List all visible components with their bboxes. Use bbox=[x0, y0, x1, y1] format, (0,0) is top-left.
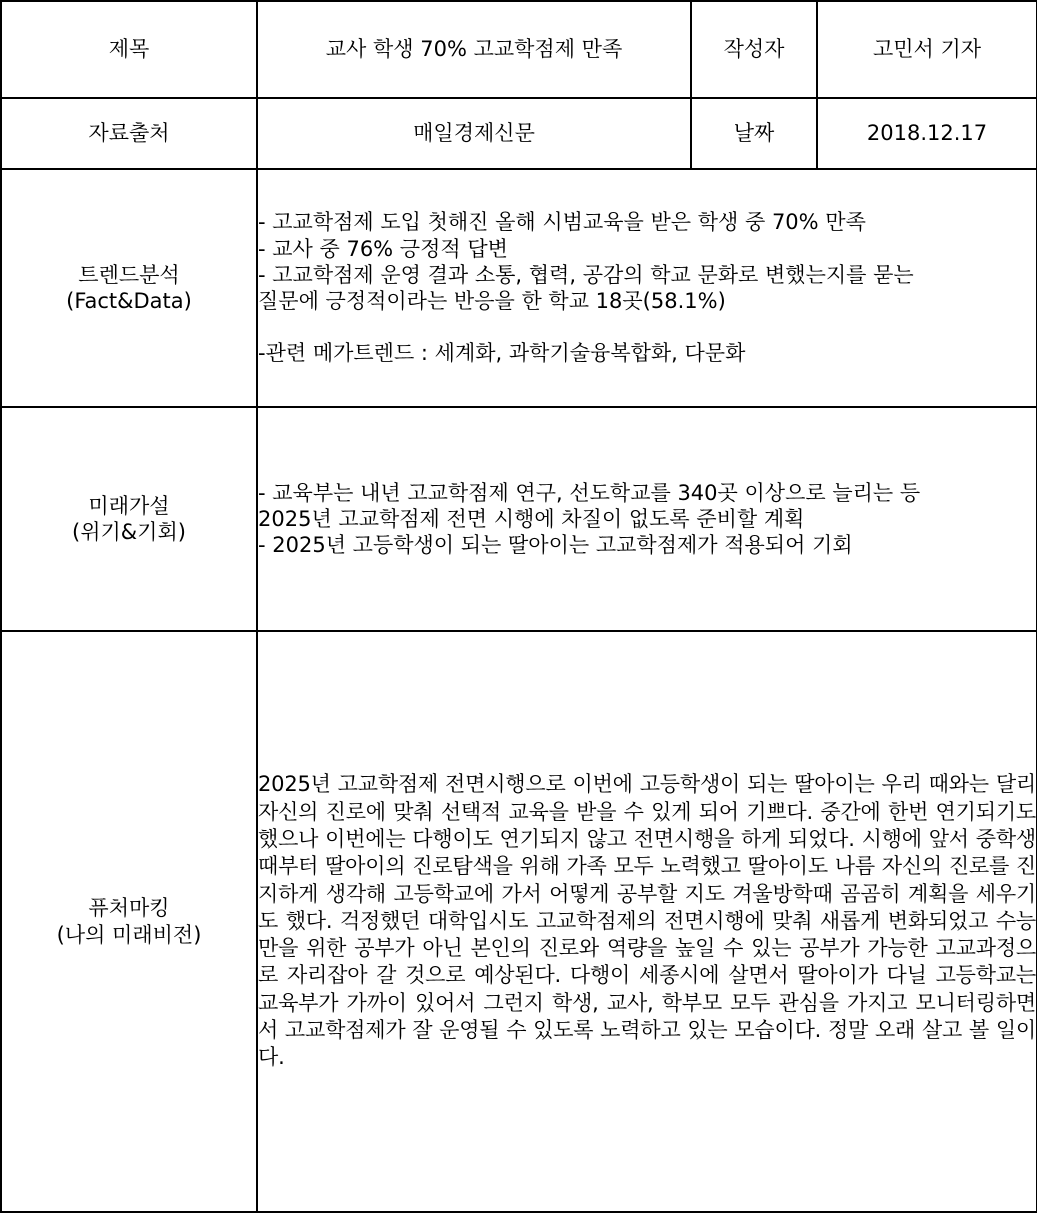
marking-row bbox=[1, 631, 1037, 1212]
marking-label-line1: 퓨처마킹 bbox=[88, 896, 170, 921]
future-label bbox=[1, 407, 257, 631]
trend-label-line1: 트렌드분석 bbox=[78, 262, 180, 287]
trend-content bbox=[257, 169, 1037, 407]
trend-line: - 교사 중 76% 긍정적 답변 bbox=[258, 236, 508, 261]
trend-label-line2: (Fact&Data) bbox=[66, 289, 192, 313]
marking-content bbox=[257, 631, 1037, 1212]
source-row bbox=[1, 98, 1037, 169]
title-value: 교사 학생 70% 고교학점제 만족 bbox=[257, 1, 691, 98]
date-value: 2018.12.17 bbox=[817, 98, 1037, 169]
title-label: 제목 bbox=[1, 1, 257, 98]
author-label: 작성자 bbox=[691, 1, 817, 98]
future-row bbox=[1, 407, 1037, 631]
future-line: - 2025년 고등학생이 되는 딸아이는 고교학점제가 적용되어 기회 bbox=[258, 533, 853, 558]
marking-paragraph: 2025년 고교학점제 전면시행으로 이번에 고등학생이 되는 딸아이는 우리 때와는 달리 자신의 진로에 맞춰 선택적 교육을 받을 수 있게 되어 기쁘다. 중간에 한번 연기되기도 했으나 이번에는 다행이도 연기되지 않고 전면시행을 하게 되었다. 시행에 앞서 중학생때부터 딸아이의 진로탐색을 위해 가족 모두 노력했고 딸아이도 나름 자신의 진로를 진지하게 생각해 고등학교에 가서 어떻게 공부할 지도 겨울방학때 곰곰히 계획을 세우기도 했다. 걱정했던 대학입시도 고교학점제의 전면시행에 맞춰 새롭게 변화되었고 수능만을 위한 공부가 아닌 본인의 진로와 역량을 높일 수 있는 공부가 가능한 고교과정으로 자리잡아 갈 것으로 예상된다. 다행이 세종시에 살면서 딸아이가 다닐 고등학교는 교육부가 가까이 있어서 그런지 학생, 교사, 학부모 모두 관심을 가지고 모니터링하면서 고교학점제가 잘 운영될 수 있도록 노력하고 있는 모습이다. 정말 오래 살고 볼 일이다. bbox=[258, 772, 1036, 1070]
trend-line: - 고교학점제 도입 첫해진 올해 시범교육을 받은 학생 중 70% 만족 bbox=[258, 210, 866, 235]
source-label: 자료출처 bbox=[1, 98, 257, 169]
future-label-line1: 미래가설 bbox=[88, 493, 170, 518]
marking-label bbox=[1, 631, 257, 1212]
future-line: - 교육부는 내년 고교학점제 연구, 선도학교를 340곳 이상으로 늘리는 등 bbox=[258, 480, 921, 505]
future-label-line2: (위기&기회) bbox=[72, 520, 186, 544]
trend-line: 질문에 긍정적이라는 반응을 한 학교 18곳(58.1%) bbox=[258, 289, 726, 314]
trend-line: - 고교학점제 운영 결과 소통, 협력, 공감의 학교 문화로 변했는지를 묻는 bbox=[258, 262, 914, 287]
header-row bbox=[1, 1, 1037, 98]
date-label: 날짜 bbox=[691, 98, 817, 169]
trend-label bbox=[1, 169, 257, 407]
trend-line: -관련 메가트렌드 : 세계화, 과학기술융복합화, 다문화 bbox=[258, 341, 746, 366]
future-line: 2025년 고교학점제 전면 시행에 차질이 없도록 준비할 계획 bbox=[258, 506, 805, 531]
source-value: 매일경제신문 bbox=[257, 98, 691, 169]
author-value: 고민서 기자 bbox=[817, 1, 1037, 98]
future-content bbox=[257, 407, 1037, 631]
marking-label-line2: (나의 미래비전) bbox=[56, 922, 202, 947]
trend-blank-line bbox=[258, 314, 1036, 340]
trend-row bbox=[1, 169, 1037, 407]
